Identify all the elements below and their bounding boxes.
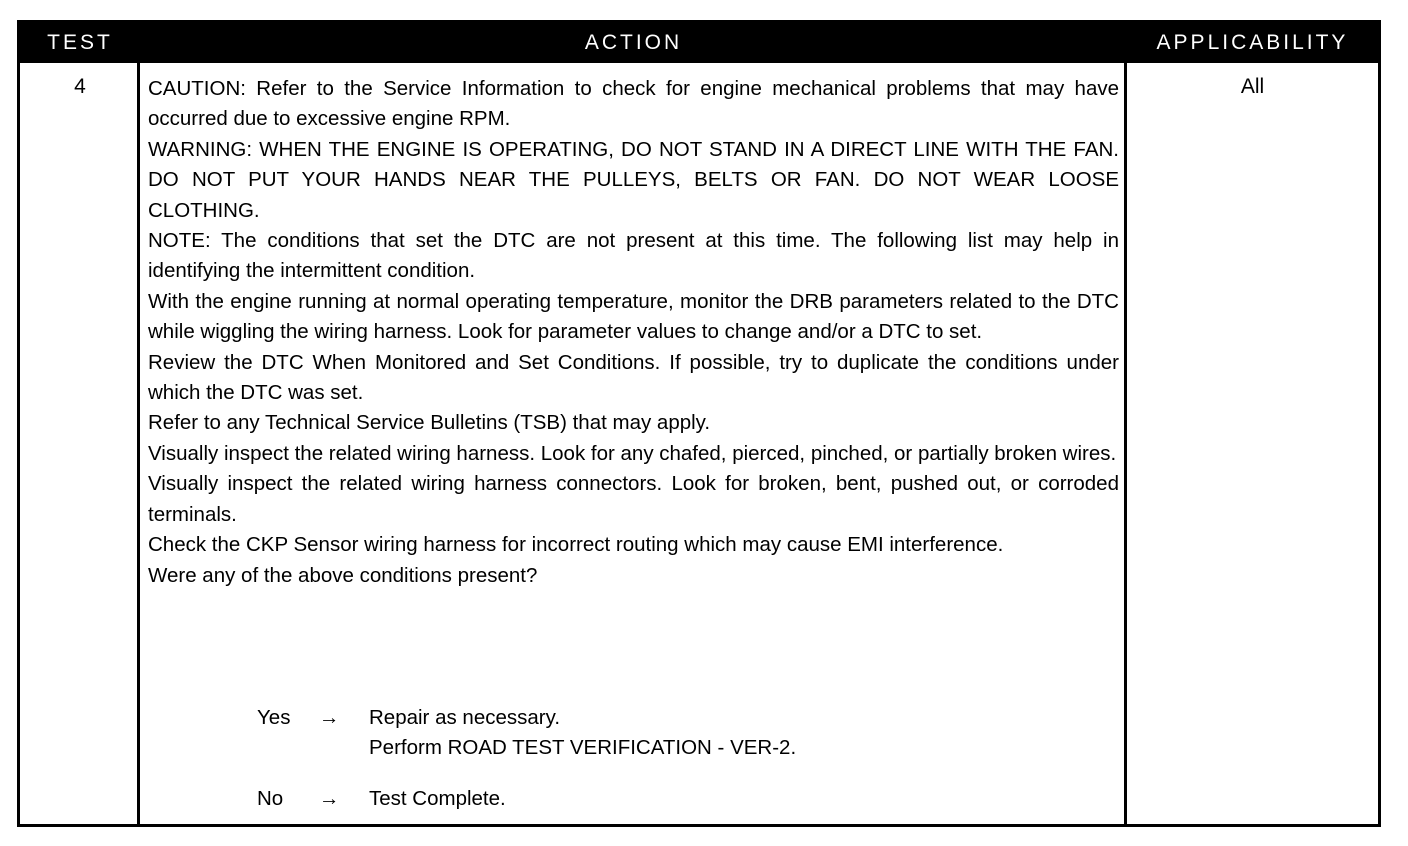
outcome-no-text: Test Complete. bbox=[369, 786, 506, 810]
applicability-value: All bbox=[1240, 75, 1265, 98]
header-action: ACTION bbox=[584, 31, 683, 54]
arrow-right-icon: → bbox=[319, 786, 340, 810]
diagnostic-test-table bbox=[17, 20, 1381, 827]
question-paragraph: Were any of the above conditions present? bbox=[148, 563, 538, 587]
step-paragraph: With the engine running at normal operating temperature, monitor the DRB parameters related to the DTC while wiggling the wiring harness. Look for parameter values to change and/or a DTC to set. bbox=[148, 289, 1119, 344]
outcome-yes-label: Yes bbox=[257, 706, 291, 729]
step-paragraph: Refer to any Technical Service Bulletins (TSB) that may apply. bbox=[148, 411, 711, 435]
outcome-yes-text: Repair as necessary. bbox=[369, 706, 561, 729]
table-header bbox=[20, 23, 1378, 63]
note-paragraph: NOTE: The conditions that set the DTC are not present at this time. The following list may help in identifying the intermittent condition. bbox=[148, 229, 1119, 283]
outcomes bbox=[148, 703, 1119, 814]
outcome-yes-text-2: Perform ROAD TEST VERIFICATION - VER-2. bbox=[369, 736, 797, 760]
column-divider-applicability bbox=[1124, 63, 1127, 824]
step-paragraph: Visually inspect the related wiring harness. Look for any chafed, pierced, pinched, or partially broken wires. bbox=[148, 441, 1117, 465]
outcome-yes bbox=[148, 703, 1119, 733]
outcome-no-label: No bbox=[257, 786, 284, 810]
caution-paragraph: CAUTION: Refer to the Service Information to check for engine mechanical problems that may have occurred due to excessive engine RPM. bbox=[148, 77, 1119, 131]
arrow-right-icon: → bbox=[319, 706, 340, 729]
header-test: TEST bbox=[47, 31, 113, 54]
step-paragraph: Check the CKP Sensor wiring harness for incorrect routing which may cause EMI interference. bbox=[148, 533, 1004, 557]
outcome-yes-continued bbox=[148, 733, 1119, 763]
column-divider-test bbox=[137, 63, 140, 824]
step-paragraph: Review the DTC When Monitored and Set Conditions. If possible, try to duplicate the conditions under which the DTC was set. bbox=[148, 350, 1119, 405]
outcome-no bbox=[148, 784, 1119, 814]
header-applicability: APPLICABILITY bbox=[1156, 31, 1349, 54]
action-cell bbox=[148, 74, 1119, 591]
test-number: 4 bbox=[74, 75, 86, 98]
warning-paragraph: WARNING: WHEN THE ENGINE IS OPERATING, DO NOT STAND IN A DIRECT LINE WITH THE FAN. DO NOT PUT YOUR HANDS NEAR THE PULLEYS, BELTS OR FAN. DO NOT WEAR LOOSE CLOTHING. bbox=[148, 137, 1119, 222]
step-paragraph: Visually inspect the related wiring harness connectors. Look for broken, bent, pushed out, or corroded terminals. bbox=[148, 472, 1119, 526]
